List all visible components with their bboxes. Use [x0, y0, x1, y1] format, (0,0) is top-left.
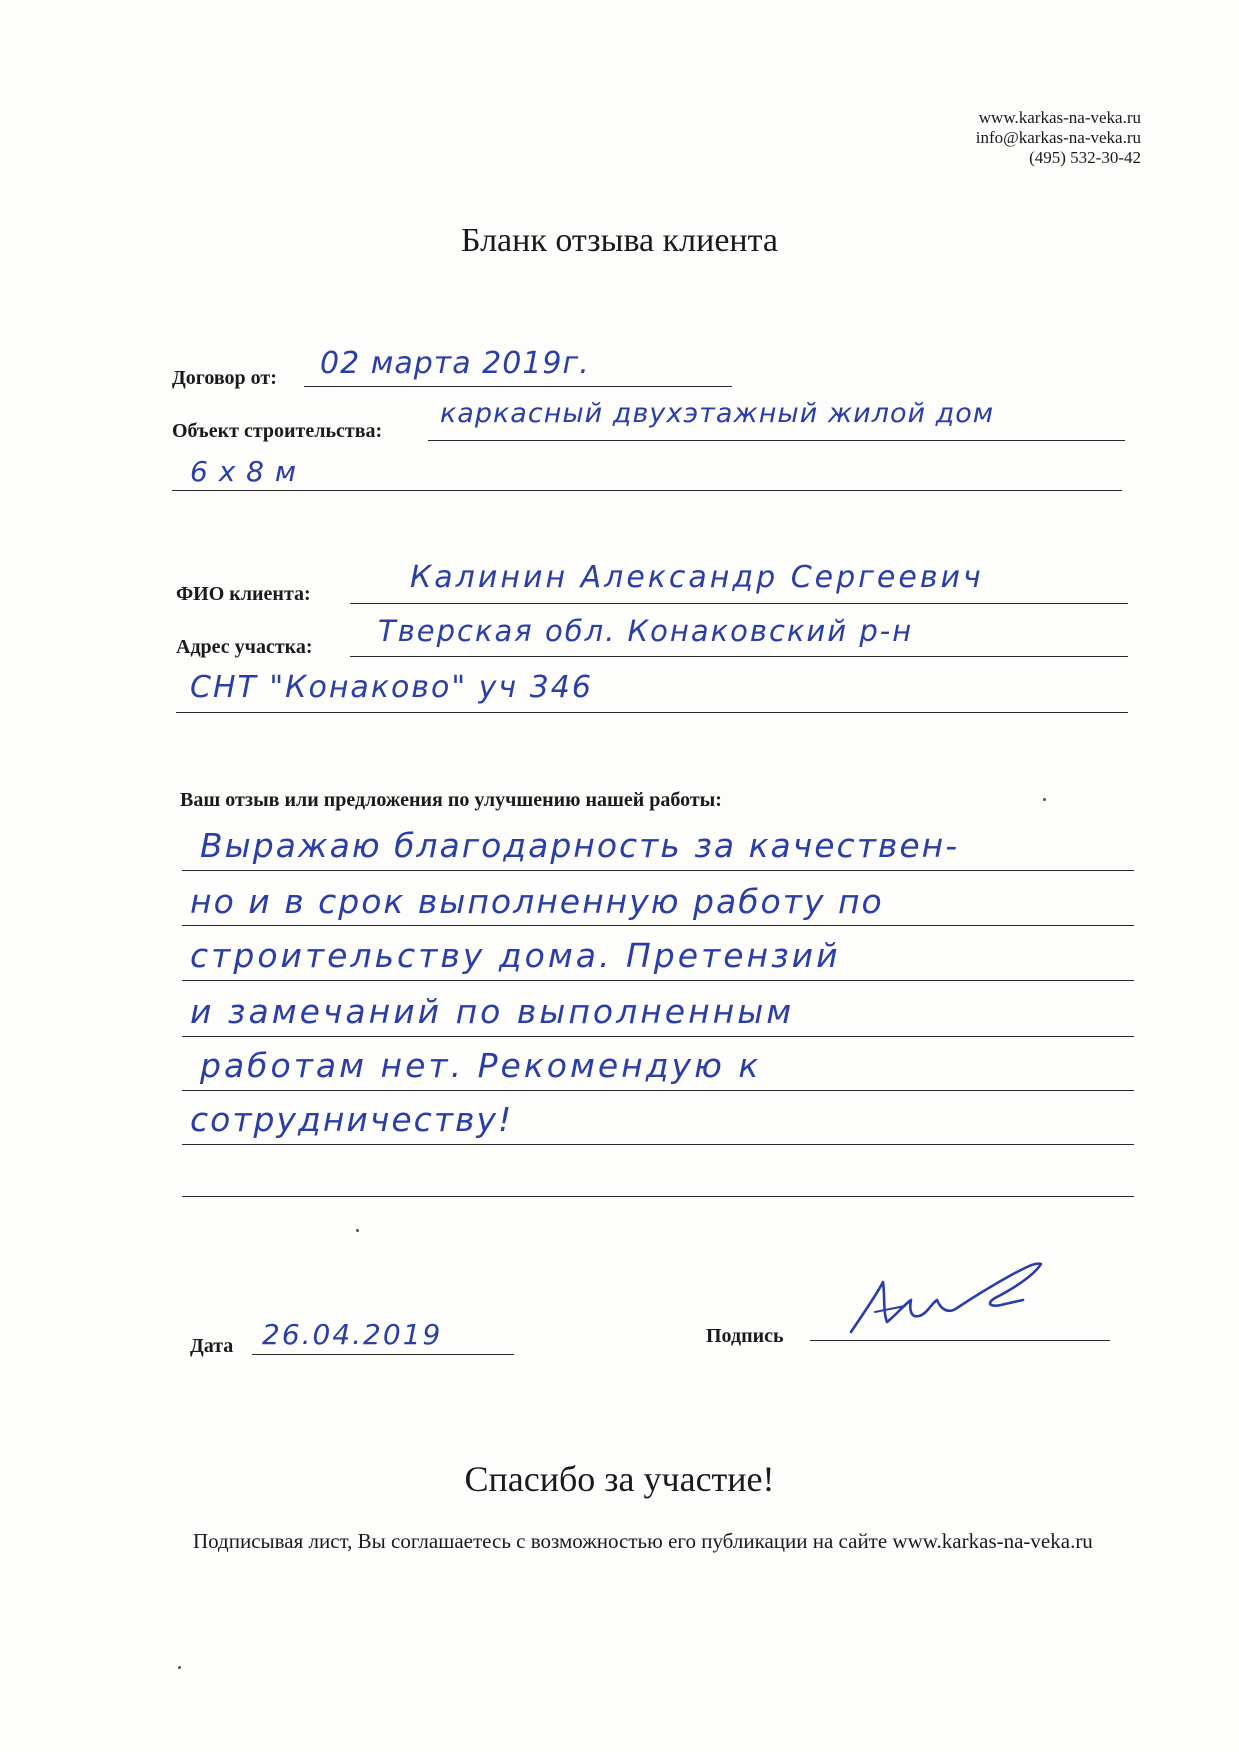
signature-mark [845, 1256, 1095, 1338]
contract-label: Договор от: [172, 367, 277, 389]
object-handwritten-line-2: 6 х 8 м [190, 455, 298, 488]
object-line-1 [428, 440, 1125, 441]
thanks-heading: Спасибо за участие! [464, 1459, 775, 1499]
feedback-handwritten-line-3: строительству дома. Претензий [190, 936, 841, 975]
feedback-label: Ваш отзыв или предложения по улучшению нашей работы: [180, 789, 722, 811]
feedback-handwritten-line-4: и замечаний по выполненным [190, 992, 795, 1031]
contract-date-handwritten: 02 марта 2019г. [320, 346, 590, 381]
signature-label: Подпись [706, 1325, 784, 1347]
signature-line [810, 1340, 1110, 1341]
email-text: info@karkas-na-veka.ru [975, 128, 1141, 147]
feedback-handwritten-line-6: сотрудничеству! [190, 1100, 514, 1139]
date-handwritten: 26.04.2019 [262, 1318, 443, 1351]
feedback-line-3 [182, 980, 1134, 981]
company-contacts [976, 108, 1141, 168]
website-text: www.karkas-na-veka.ru [978, 108, 1141, 127]
client-name-line [350, 603, 1128, 604]
form-title: Бланк отзыва клиента [461, 222, 778, 259]
client-name-label: ФИО клиента: [176, 583, 311, 605]
feedback-line-1 [182, 870, 1134, 871]
feedback-line-7 [182, 1196, 1134, 1197]
feedback-line-4 [182, 1036, 1134, 1037]
feedback-handwritten-line-2: но и в срок выполненную работу по [190, 882, 884, 921]
feedback-line-6 [182, 1144, 1134, 1145]
object-line-2 [172, 490, 1122, 491]
scan-speck [356, 1229, 359, 1232]
object-label: Объект строительства: [172, 420, 383, 442]
address-handwritten-line-1: Тверская обл. Конаковский р-н [378, 614, 914, 648]
address-line-1 [350, 656, 1128, 657]
date-line [252, 1354, 514, 1355]
address-line-2 [176, 712, 1128, 713]
date-label: Дата [190, 1335, 234, 1357]
publication-consent-text: Подписывая лист, Вы соглашаетесь с возможностью его публикации на сайте www.karkas-na-veka.ru [193, 1529, 1093, 1553]
scan-speck [178, 1666, 181, 1669]
feedback-handwritten-line-1: Выражаю благодарность за качествен- [200, 826, 960, 865]
address-handwritten-line-2: СНТ "Конаково" уч 346 [190, 670, 593, 705]
address-label: Адрес участка: [176, 636, 313, 658]
client-name-handwritten: Калинин Александр Сергеевич [410, 560, 984, 595]
contract-line [304, 386, 732, 387]
object-handwritten-line-1: каркасный двухэтажный жилой дом [440, 398, 995, 429]
scan-speck [1043, 798, 1046, 801]
feedback-line-5 [182, 1090, 1134, 1091]
phone-text: (495) 532-30-42 [1029, 148, 1141, 167]
feedback-handwritten-line-5: работам нет. Рекомендую к [200, 1046, 762, 1085]
feedback-line-2 [182, 925, 1134, 926]
